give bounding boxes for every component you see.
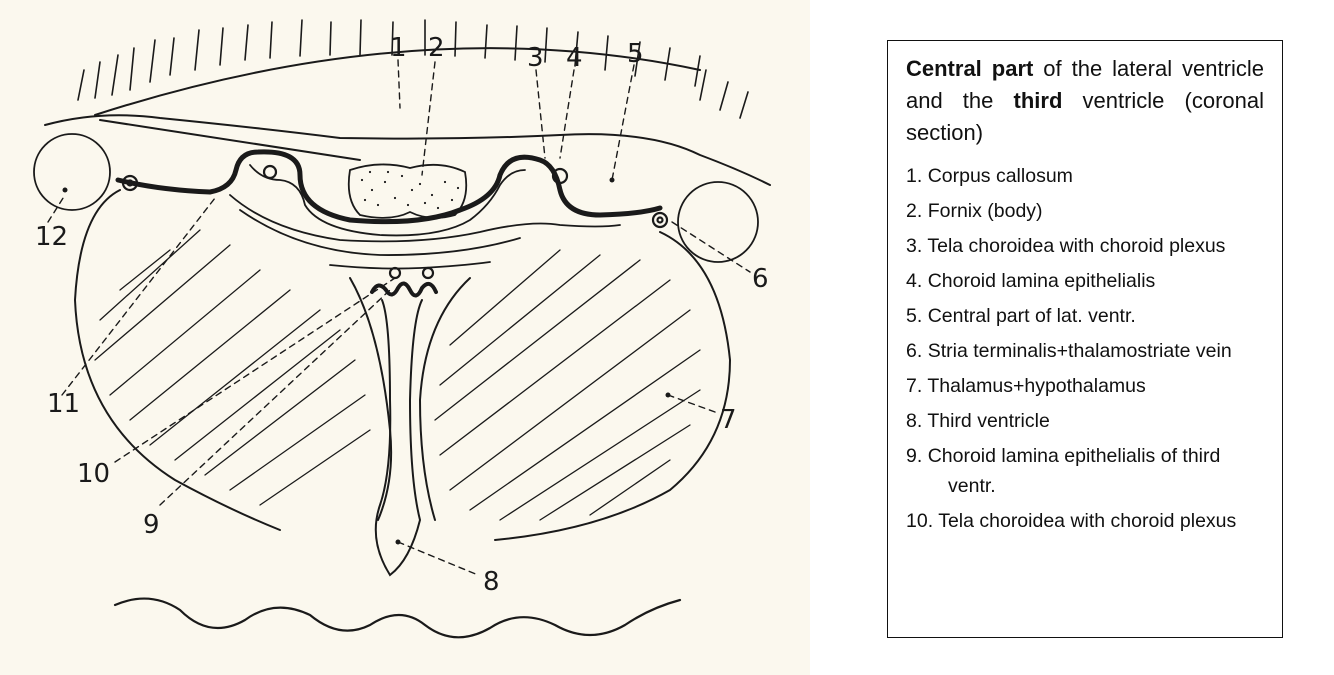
- legend-item: [906, 231, 1264, 261]
- legend-item-number: 3.: [906, 235, 923, 257]
- legend-item-text: Third ventricle: [927, 410, 1050, 432]
- legend-item-number: 2.: [906, 200, 923, 222]
- legend-item-text: Fornix (body): [927, 200, 1043, 222]
- callout-6: 6: [752, 264, 769, 294]
- legend-item-number: 9.: [906, 445, 923, 467]
- legend-item: [906, 406, 1264, 436]
- legend-item: [906, 161, 1264, 191]
- legend-item: [906, 506, 1264, 536]
- legend-item-text: Stria terminalis+thalamostriate vein: [927, 340, 1232, 362]
- legend-title-bold-central: Central part: [906, 56, 1034, 81]
- third-ventricle-plexus: [372, 283, 436, 295]
- callout-7: 7: [720, 405, 737, 435]
- fornix-body: [349, 164, 467, 217]
- legend-item-text: Thalamus+hypothalamus: [927, 375, 1146, 397]
- legend-item-text: Central part of lat. ventr.: [927, 305, 1136, 327]
- callout-4: 4: [566, 43, 583, 73]
- legend-item-number: 5.: [906, 305, 923, 327]
- legend-title-bold-third: third: [1013, 88, 1063, 113]
- bottom-outline: [115, 599, 680, 638]
- third-ventricle: [376, 300, 422, 575]
- legend-item: [906, 266, 1264, 296]
- legend-item-number: 1.: [906, 165, 923, 187]
- legend-title: [906, 53, 1264, 149]
- legend-item-text: Corpus callosum: [927, 165, 1073, 187]
- legend-item-text: Tela choroidea with choroid plexus: [927, 235, 1226, 257]
- callout-5: 5: [627, 39, 644, 69]
- callout-11: 11: [47, 389, 81, 419]
- legend-item: [906, 336, 1264, 366]
- legend-list: [906, 161, 1264, 536]
- legend-item-text: Tela choroidea with choroid plexus: [938, 510, 1237, 532]
- legend-item: [906, 441, 1264, 501]
- callout-numbers: [35, 33, 769, 597]
- legend-item-text: Choroid lamina epithelialis of third ventr.: [927, 445, 1221, 497]
- callout-10: 10: [77, 459, 111, 489]
- legend-item-text: Choroid lamina epithelialis: [927, 270, 1156, 292]
- callout-9: 9: [143, 510, 160, 540]
- callout-12: 12: [35, 222, 69, 252]
- legend-item-number: 8.: [906, 410, 923, 432]
- callout-2: 2: [428, 33, 445, 63]
- legend-title-text-a: of the lateral ventricle and the: [906, 56, 1264, 113]
- callout-8: 8: [483, 567, 500, 597]
- corpus-callosum: [45, 48, 770, 185]
- legend-panel: [887, 40, 1283, 638]
- legend-item-number: 7.: [906, 375, 923, 397]
- target-dots: [63, 178, 671, 545]
- callout-1: 1: [390, 33, 407, 63]
- legend-item: [906, 196, 1264, 226]
- legend-item: [906, 301, 1264, 331]
- choroid-lamina-lines: [118, 152, 660, 222]
- legend-item: [906, 371, 1264, 401]
- legend-item-number: 10.: [906, 510, 934, 532]
- legend-title-text-b: ventricle (coronal section): [906, 88, 1264, 145]
- cortex-hatching: [78, 20, 748, 118]
- callout-3: 3: [527, 43, 544, 73]
- thalamus-hatching: [95, 230, 700, 520]
- legend-item-number: 4.: [906, 270, 923, 292]
- legend-item-number: 6.: [906, 340, 923, 362]
- thalamus-outlines: [75, 190, 730, 540]
